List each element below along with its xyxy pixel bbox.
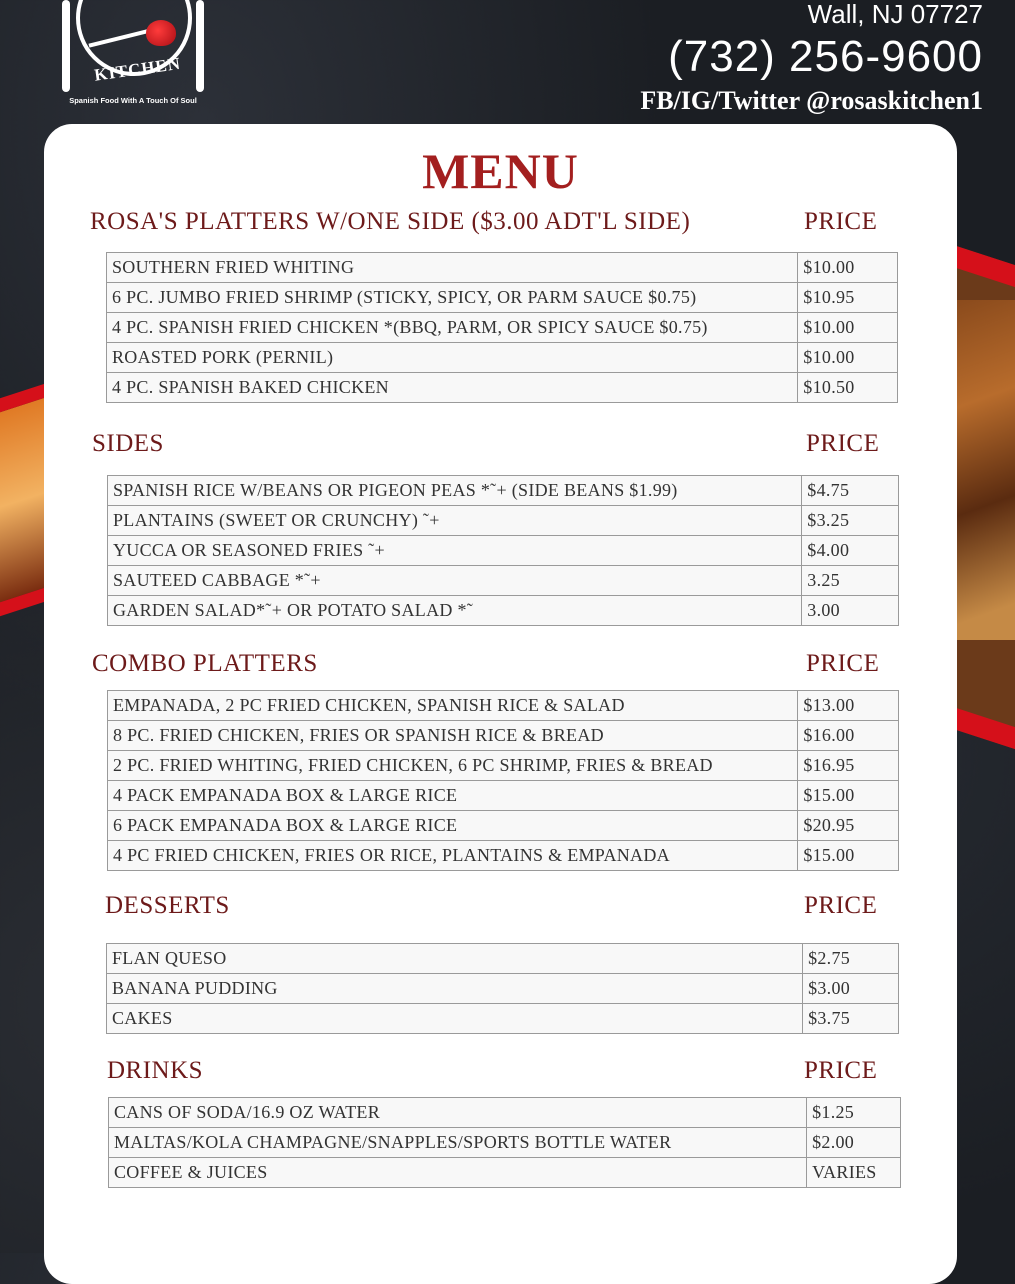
- item-name: MALTAS/KOLA CHAMPAGNE/SNAPPLES/SPORTS BOTTLE WATER: [109, 1128, 807, 1158]
- platters-table: [106, 252, 898, 403]
- menu-card: [44, 124, 957, 1284]
- price-heading-combos: PRICE: [806, 650, 880, 677]
- social-handle: FB/IG/Twitter @rosaskitchen1: [640, 86, 983, 115]
- item-price: $13.00: [798, 691, 899, 721]
- fork-icon: [62, 0, 70, 92]
- table-row: [109, 1128, 901, 1158]
- item-price: $15.00: [798, 841, 899, 871]
- food-photo-right: [955, 300, 1015, 640]
- item-name: GARDEN SALAD*˜+ OR POTATO SALAD *˜: [108, 596, 802, 626]
- table-row: [107, 283, 898, 313]
- item-price: $2.75: [803, 944, 899, 974]
- item-name: 4 PACK EMPANADA BOX & LARGE RICE: [108, 781, 798, 811]
- phone-number: (732) 256-9600: [668, 32, 983, 81]
- restaurant-logo: [58, 0, 208, 112]
- price-heading-sides: PRICE: [806, 430, 880, 457]
- price-heading-desserts: PRICE: [804, 892, 878, 919]
- table-row: [109, 1158, 901, 1188]
- item-price: $15.00: [798, 781, 899, 811]
- table-row: [108, 536, 899, 566]
- item-name: YUCCA OR SEASONED FRIES ˜+: [108, 536, 802, 566]
- item-price: $4.75: [802, 476, 899, 506]
- item-price: $10.00: [798, 313, 898, 343]
- item-name: CANS OF SODA/16.9 OZ WATER: [109, 1098, 807, 1128]
- logo-tagline: Spanish Food With A Touch Of Soul: [69, 96, 197, 105]
- spoon-icon: [196, 0, 204, 92]
- item-price: $16.95: [798, 751, 899, 781]
- table-row: [108, 721, 899, 751]
- item-name: CAKES: [107, 1004, 803, 1034]
- combos-table: [107, 690, 899, 871]
- section-heading-combos: COMBO PLATTERS: [92, 650, 318, 677]
- item-price: 3.00: [802, 596, 899, 626]
- item-price: $16.00: [798, 721, 899, 751]
- item-name: EMPANADA, 2 PC FRIED CHICKEN, SPANISH RICE & SALAD: [108, 691, 798, 721]
- table-row: [107, 313, 898, 343]
- table-row: [108, 751, 899, 781]
- item-price: $1.25: [807, 1098, 901, 1128]
- item-price: $3.25: [802, 506, 899, 536]
- rose-icon: [146, 20, 176, 46]
- item-name: 4 PC. SPANISH FRIED CHICKEN *(BBQ, PARM, OR SPICY SAUCE $0.75): [107, 313, 798, 343]
- item-name: 4 PC. SPANISH BAKED CHICKEN: [107, 373, 798, 403]
- contact-info: [640, 0, 983, 118]
- item-price: $10.95: [798, 283, 898, 313]
- item-name: SAUTEED CABBAGE *˜+: [108, 566, 802, 596]
- item-name: 2 PC. FRIED WHITING, FRIED CHICKEN, 6 PC SHRIMP, FRIES & BREAD: [108, 751, 798, 781]
- item-price: $2.00: [807, 1128, 901, 1158]
- table-row: [107, 343, 898, 373]
- table-row: [108, 506, 899, 536]
- item-name: SOUTHERN FRIED WHITING: [107, 253, 798, 283]
- table-row: [107, 944, 899, 974]
- item-price: $3.00: [803, 974, 899, 1004]
- desserts-table: [106, 943, 899, 1034]
- table-row: [107, 1004, 899, 1034]
- table-row: [109, 1098, 901, 1128]
- item-price: $10.00: [798, 253, 898, 283]
- table-row: [108, 691, 899, 721]
- table-row: [108, 566, 899, 596]
- table-row: [107, 373, 898, 403]
- section-heading-platters: ROSA'S PLATTERS W/ONE SIDE ($3.00 ADT'L SIDE): [90, 208, 691, 235]
- table-row: [108, 476, 899, 506]
- item-name: ROASTED PORK (PERNIL): [107, 343, 798, 373]
- address: Wall, NJ 07727: [807, 0, 983, 29]
- item-price: $10.00: [798, 343, 898, 373]
- item-name: 4 PC FRIED CHICKEN, FRIES OR RICE, PLANTAINS & EMPANADA: [108, 841, 798, 871]
- table-row: [108, 811, 899, 841]
- table-row: [108, 596, 899, 626]
- price-heading-platters: PRICE: [804, 208, 878, 235]
- item-price: $20.95: [798, 811, 899, 841]
- section-heading-desserts: DESSERTS: [105, 892, 230, 919]
- section-heading-drinks: DRINKS: [107, 1057, 204, 1084]
- item-name: FLAN QUESO: [107, 944, 803, 974]
- table-row: [107, 253, 898, 283]
- item-name: 6 PACK EMPANADA BOX & LARGE RICE: [108, 811, 798, 841]
- table-row: [108, 841, 899, 871]
- drinks-table: [108, 1097, 901, 1188]
- item-price: VARIES: [807, 1158, 901, 1188]
- item-price: $3.75: [803, 1004, 899, 1034]
- table-row: [108, 781, 899, 811]
- table-row: [107, 974, 899, 1004]
- sides-table: [107, 475, 899, 626]
- price-heading-drinks: PRICE: [804, 1057, 878, 1084]
- item-price: 3.25: [802, 566, 899, 596]
- section-heading-sides: SIDES: [92, 430, 164, 457]
- logo-brand-text: KITCHEN: [93, 53, 183, 85]
- item-name: BANANA PUDDING: [107, 974, 803, 1004]
- item-name: PLANTAINS (SWEET OR CRUNCHY) ˜+: [108, 506, 802, 536]
- item-name: COFFEE & JUICES: [109, 1158, 807, 1188]
- item-name: 8 PC. FRIED CHICKEN, FRIES OR SPANISH RICE & BREAD: [108, 721, 798, 751]
- item-name: 6 PC. JUMBO FRIED SHRIMP (STICKY, SPICY, OR PARM SAUCE $0.75): [107, 283, 798, 313]
- item-name: SPANISH RICE W/BEANS OR PIGEON PEAS *˜+ (SIDE BEANS $1.99): [108, 476, 802, 506]
- item-price: $4.00: [802, 536, 899, 566]
- item-price: $10.50: [798, 373, 898, 403]
- decorative-red-swoosh-left: [0, 382, 50, 626]
- menu-title: MENU: [422, 143, 579, 199]
